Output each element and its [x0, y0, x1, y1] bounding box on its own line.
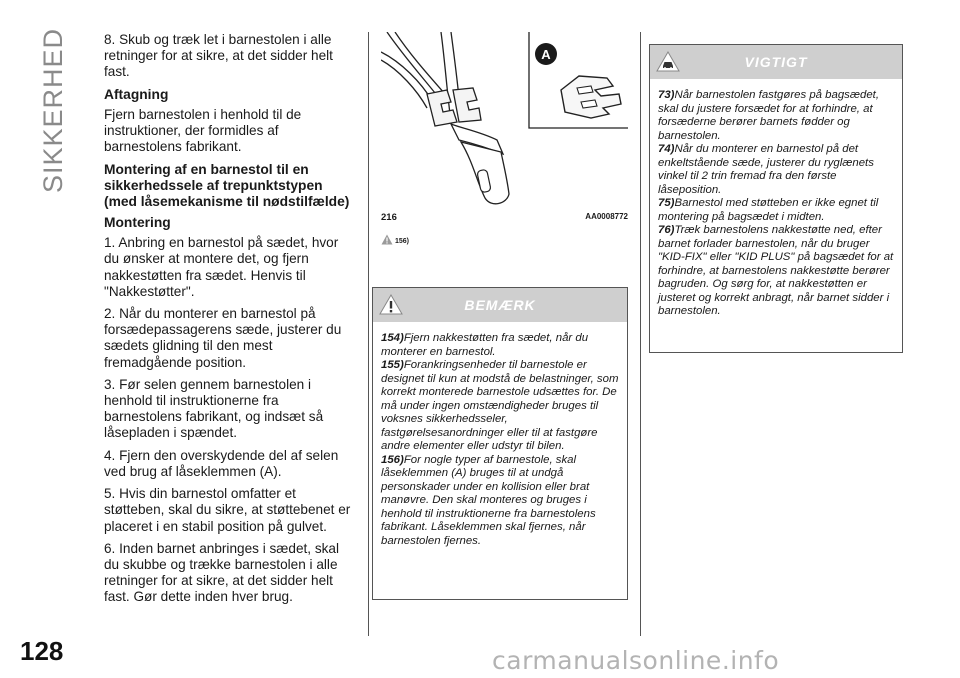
figure-caption	[381, 212, 628, 224]
bemaerk-header	[373, 288, 627, 322]
vigtigt-item-text: Barnestol med støtteben er ikke egnet til montering på bagsædet i midten.	[658, 197, 879, 223]
bemaerk-item-text: Forankringsenheder til barnestole er designet til kun at modstå de belastninger, som korrekt monterede barnestole udsættes for. De må under ingen omstændigheder bruges til voksnes sikkerhedsseler, fastgørelsesanordninger eller til at fastgøre andre elementer eller udstyr til bilen.	[381, 359, 619, 452]
vigtigt-item-text: Når du monterer en barnestol på det enkeltstående sæde, justerer du ryglænets vinkel til 2 trin fremad fra den første låseposition.	[658, 143, 874, 196]
bemaerk-note-box	[372, 287, 628, 600]
heading-montering: Montering	[104, 214, 171, 230]
step-3: 3. Før selen gennem barnestolen i henhold til instruktionerne fra barnestolens fabrikant, og indsæt så låsepladen i spændet.	[104, 376, 324, 441]
vigtigt-header	[650, 45, 902, 79]
figure-number: 216	[381, 212, 397, 223]
reference-number: 156)	[395, 238, 410, 245]
vigtigt-body	[650, 79, 902, 327]
heading-montering-af: Montering af en barnestol til en sikkerhedssele af trepunktstypen (med låsemekanisme til nødstilfælde)	[104, 161, 350, 210]
page-number: 128	[20, 636, 64, 666]
vigtigt-title: VIGTIGT	[744, 54, 808, 70]
bemaerk-body	[373, 322, 627, 556]
bemaerk-item-number: 155)	[381, 359, 404, 371]
callout-label-a: A	[541, 47, 551, 62]
paragraph-step8: 8. Skub og træk let i barnestolen i alle retninger for at sikre, at det sidder helt fast.	[104, 32, 333, 80]
vigtigt-item-text: Når barnestolen fastgøres på bagsædet, skal du justere forsædet for at forhindre, at forsæderne berører barnets fødder og barnestolen.	[658, 89, 879, 142]
bemaerk-item	[381, 332, 619, 359]
warning-triangle-icon	[381, 234, 393, 245]
vigtigt-item-number: 74)	[658, 143, 675, 155]
paragraph-aftagning: Fjern barnestolen i henhold til de instruktioner, der formidles af barnestolens fabrikant.	[104, 107, 302, 155]
warning-triangle-icon	[379, 293, 403, 317]
vigtigt-item	[658, 89, 894, 143]
vigtigt-item-text: Træk barnestolens nakkestøtte ned, efter barnet forlader barnestolen, når du bruger "KID-FIX" eller "KID PLUS" på bagsædet for at forhindre, at barnestolens nakkestøtte berører bagruden. Og sørg for, at nakkestøtten er justeret og korrekt anbragt, når barnet sidder i barnestolen.	[658, 224, 894, 317]
warning-reference-mark	[381, 234, 409, 245]
section-side-label	[30, 27, 78, 193]
seatbelt-lock-clip-figure	[381, 32, 628, 207]
vigtigt-item	[658, 197, 894, 224]
column-rule-left	[368, 32, 369, 636]
bemaerk-item-number: 156)	[381, 453, 404, 466]
bemaerk-item-text: Fjern nakkestøtten fra sædet, når du monterer en barnestol.	[381, 332, 589, 358]
step-4: 4. Fjern den overskydende del af selen ved brug af låseklemmen (A).	[104, 447, 339, 479]
vigtigt-important-box	[649, 44, 903, 353]
bemaerk-item-text: For nogle typer af barnestole, skal låseklemmen (A) bruges til at undgå personskader under en kollision eller brat manøvre. Den skal monteres og bruges i henhold til instruktionerne fra barnestolens fabrikant. Låseklemmen skal fjernes, når barnestolen fjernes.	[381, 453, 596, 547]
vigtigt-item-number: 75)	[658, 197, 675, 209]
vigtigt-item-number: 73)	[658, 89, 675, 101]
bemaerk-item	[381, 454, 619, 549]
vigtigt-item	[658, 143, 894, 197]
figure-code: AA0008772	[585, 212, 628, 221]
bemaerk-title: BEMÆRK	[464, 297, 536, 313]
vigtigt-item	[658, 224, 894, 319]
heading-aftagning: Aftagning	[104, 86, 169, 102]
car-warning-icon	[656, 50, 680, 74]
vigtigt-item-number: 76)	[658, 224, 675, 236]
main-text-column	[104, 32, 356, 612]
column-rule-right	[640, 32, 641, 636]
section-label-text: SIKKERHED	[38, 27, 69, 193]
step-1: 1. Anbring en barnestol på sædet, hvor du ønsker at montere det, og fjern nakkestøtten fra sædet. Henvis til "Nakkestøtter".	[104, 235, 339, 299]
bemaerk-item-number: 154)	[381, 332, 404, 344]
bemaerk-item	[381, 359, 619, 454]
step-2: 2. Når du monterer en barnestol på forsædepassagerens sæde, justerer du sædets glidning til den mest fremadgående position.	[104, 306, 342, 370]
locking-clip-illustration	[381, 32, 628, 207]
watermark: carmanualsonline.info	[492, 646, 780, 675]
step-6: 6. Inden barnet anbringes i sædet, skal du skubbe og trække barnestolen i alle retninger for at sikre, at det sidder helt fast. Gør dette inden hver brug.	[104, 540, 340, 605]
step-5: 5. Hvis din barnestol omfatter et støtteben, skal du sikre, at støttebenet er placeret i en stabil position på gulvet.	[104, 486, 351, 534]
